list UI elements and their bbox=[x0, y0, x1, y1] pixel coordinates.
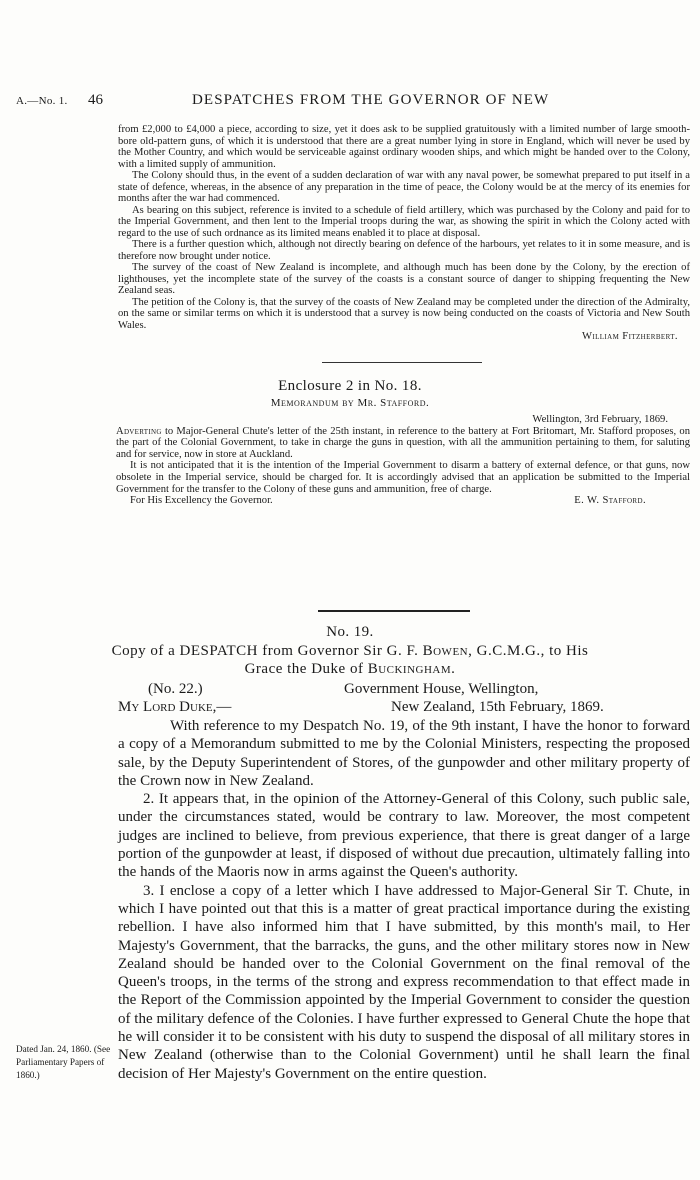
enclosure-body bbox=[116, 410, 690, 507]
stafford-signature: E. W. Stafford. bbox=[574, 495, 646, 507]
memo-paragraph: Adverting to Major-General Chute's letter of the 25th instant, in reference to the battery at Fort Britomart, Mr. Stafford proposes, on the part of the Colonial Government, to take in charge the guns in question, with all the ammunition pertaining to them, for saluting and for service, now in store at Auckland. bbox=[116, 425, 690, 460]
despatch-heading: Copy of a DESPATCH from Governor Sir G. F. Bowen, G.C.M.G., to His bbox=[111, 643, 589, 659]
memorandum-heading: Memorandum by Mr. Stafford. bbox=[270, 397, 430, 409]
enclosure-title: Enclosure 2 in No. 18. bbox=[278, 378, 422, 394]
opening-word: Adverting bbox=[116, 425, 162, 437]
intro-paragraph: from £2,000 to £4,000 a piece, according to size, yet it does ask to be supplied gratuitously with a limited number of large smooth-bore old-pattern guns, of which it is understood that there are a great number lying in store in England, which will never be used by the Mother Country, and which would be serviceable against ordinary wooden ships, and which might be handed over to the Colony, with a limited supply of ammunition. bbox=[118, 124, 690, 170]
despatch-recipient: Grace the Duke of Buckingham. bbox=[244, 661, 456, 677]
despatch-ref-number: (No. 22.) bbox=[148, 681, 203, 697]
despatch-date: New Zealand, 15th February, 1869. bbox=[391, 699, 604, 715]
page-number: 46 bbox=[88, 92, 103, 108]
despatch-paragraph: 2. It appears that, in the opinion of the Attorney-General of this Colony, such public sale, under the circumstances stated, would be contrary to law. Moreover, the most competent judges are inclined to believe, from previous experience, that there is great danger of a large portion of the gunpowder at least, if disposed of without due precaution, ultimately falling into the hands of the Maoris now in arms against the Queen's authority. bbox=[118, 791, 690, 881]
salutation: My Lord Duke,— bbox=[118, 699, 232, 715]
intro-text bbox=[118, 124, 690, 343]
despatch-number: No. 19. bbox=[326, 624, 374, 640]
memo-paragraph: It is not anticipated that it is the intention of the Imperial Government to disarm a battery of external defence, or that guns, now obsolete in the Imperial service, should be charged for. It is accordingly advised that an application be submitted to the Imperial Government for the transfer to the Colony of these guns and ammunition, free of charge. bbox=[116, 460, 690, 495]
closing-phrase: For His Excellency the Governor. bbox=[130, 495, 273, 507]
section-divider bbox=[322, 362, 482, 363]
margin-note: Dated Jan. 24, 1860. (See Parliamentary Papers of 1860.) bbox=[16, 1044, 111, 1081]
section-divider-thick bbox=[318, 610, 470, 612]
running-title: DESPATCHES FROM THE GOVERNOR OF NEW bbox=[192, 92, 550, 108]
intro-paragraph: The survey of the coast of New Zealand is incomplete, and although much has been done by the Colony, by the erection of lighthouses, yet the incomplete state of the survey of the coasts is a constant source of danger to shipping frequenting the New Zealand seas. bbox=[118, 262, 690, 296]
memo-closing bbox=[116, 495, 690, 507]
despatch-address: Government House, Wellington, bbox=[344, 681, 539, 697]
intro-paragraph: There is a further question which, although not directly bearing on defence of the harbours, yet relates to it in some measure, and is therefore now brought under notice. bbox=[118, 239, 690, 262]
intro-paragraph: The petition of the Colony is, that the survey of the coasts of New Zealand may be completed under the direction of the Admiralty, on the same or similar terms on which it is understood that a survey is now being conducted on the coasts of Victoria and New South Wales. bbox=[118, 296, 690, 331]
intro-paragraph: As bearing on this subject, reference is invited to a schedule of field artillery, which was purchased by the Colony and paid for to the Imperial Government, and then lent to the Imperial troops during the war, as showing the spirit in which the Colony acted with regard to the use of such ordnance as its limited means enabled it to place at disposal. bbox=[118, 204, 690, 239]
despatch-paragraph: With reference to my Despatch No. 19, of the 9th instant, I have the honor to forward a copy of a Memorandum submitted to me by the Colonial Ministers, respecting the proposed sale, by the Deputy Superintendent of Stores, of the gunpowder and other military property of the Crown now in New Zealand. bbox=[118, 718, 690, 789]
despatch-body bbox=[118, 717, 690, 1083]
intro-paragraph: The Colony should thus, in the event of a sudden declaration of war with any naval power, be somewhat prepared to put itself in a state of defence, whereas, in the absence of any preparation in the time of peace, the Colony would be at the mercy of its enemies for months after the war had commenced. bbox=[118, 170, 690, 204]
fitzherbert-signature: William Fitzherbert. bbox=[581, 331, 678, 342]
despatch-paragraph: 3. I enclose a copy of a letter which I have addressed to Major-General Sir T. Chute, in which I have pointed out that this is a matter of great practical importance during the existing rebellion. I have also informed him that I have submitted, by this month's mail, to Her Majesty's Government, that the barracks, the guns, and the other military stores now in New Zealand should be handed over to the Colonial Government on the final removal of the Queen's troops, in the terms of the strong and express recommendation to that effect made in the Report of the Commission appointed by the Imperial Government to consider the question of the military defence of the Colonies. I have further expressed to General Chute the hope that he will consider it to be consistent with his duty to suspend the disposal of all military stores in New Zealand (otherwise than to the Colonial Government) until he shall learn the final decision of Her Majesty's Government on the entire question. bbox=[118, 882, 690, 1082]
running-header bbox=[0, 92, 700, 112]
paper-reference: A.—No. 1. bbox=[16, 95, 68, 107]
memo-date: Wellington, 3rd February, 1869. bbox=[532, 414, 668, 425]
